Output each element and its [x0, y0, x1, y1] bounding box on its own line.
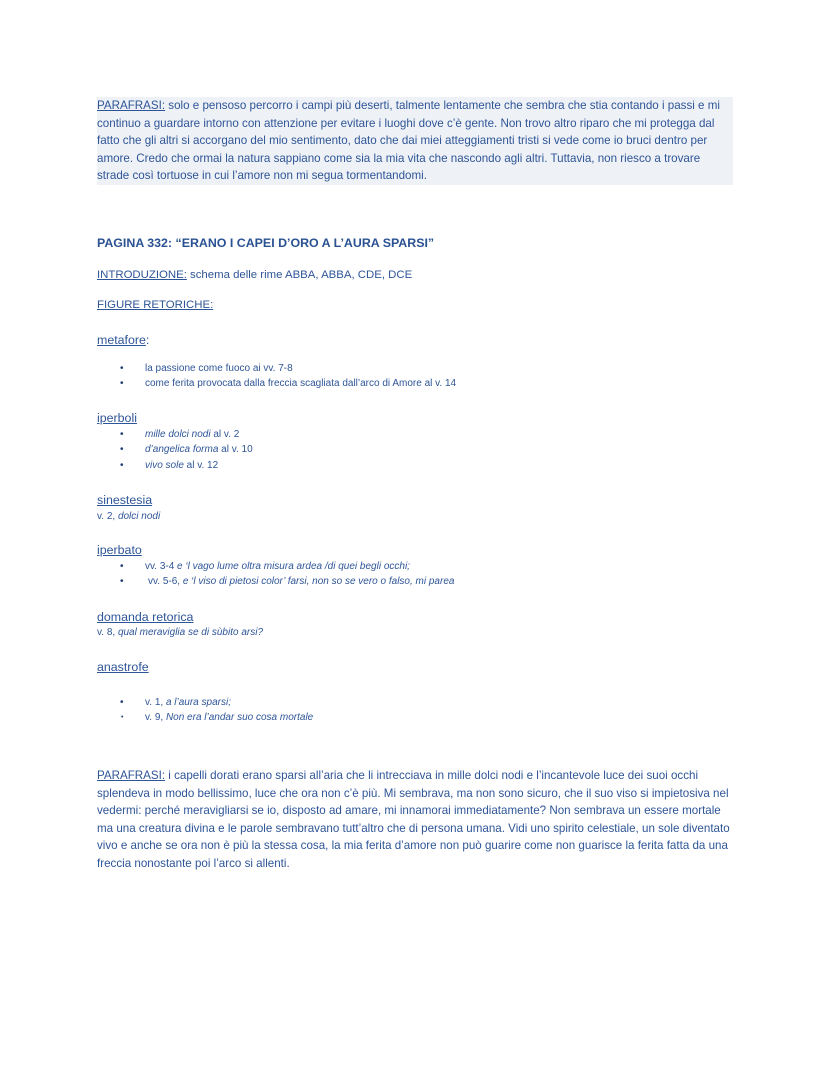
- iperboli-item-1-italic: mille dolci nodi: [145, 429, 211, 440]
- domanda-retorica-heading: domanda retorica: [97, 610, 194, 624]
- anastrofe-item-1-pre: v. 1,: [145, 697, 166, 708]
- bullet-icon: •: [120, 363, 124, 374]
- bullet-icon: •: [120, 444, 124, 456]
- list-item: [120, 458, 253, 473]
- iperbato-item-2-pre: vv. 5-6,: [148, 576, 183, 588]
- sinestesia-italic: dolci nodi: [117, 511, 161, 522]
- iperboli-heading: iperboli: [97, 411, 137, 425]
- bullet-icon: •: [120, 697, 124, 708]
- list-item: [120, 574, 454, 589]
- list-item: [120, 376, 456, 391]
- iperbato-list: [120, 559, 454, 590]
- sinestesia-heading: sinestesia: [97, 493, 153, 507]
- metafore-colon: :: [145, 333, 150, 347]
- bullet-icon: •: [121, 714, 124, 722]
- domanda-pre: v. 8,: [97, 627, 118, 638]
- iperboli-item-3-italic: vivo sole: [145, 459, 184, 471]
- bullet-icon: •: [120, 378, 124, 390]
- iperboli-item-1-rest: al v. 2: [210, 429, 240, 440]
- list-item: [120, 695, 313, 710]
- anastrofe-item-2-italic: Non era l’andar suo cosa mortale: [165, 712, 314, 724]
- metafore-heading-text: metafore: [97, 333, 146, 347]
- list-item: [120, 427, 253, 442]
- anastrofe-heading: anastrofe: [97, 660, 149, 674]
- iperbato-item-2-italic: e ‘l viso di pietosi color’ farsi, non so se vero o falso, mi parea: [182, 576, 455, 588]
- section-title: PAGINA 332: “ERANO I CAPEI D’ORO A L’AURA SPARSI”: [97, 236, 435, 250]
- parafrasi-text-1: solo e pensoso percorro i campi più deserti, talmente lentamente che sembra che stia contando i passi e mi continuo a guardare intorno con attenzione per evitare i luoghi dove c’è gente. Non trovo altro riparo che mi protegga dal fatto che gli altri si accorgano del mio sentimento, dato che dai miei atteggiamenti tristi si vede come io bruci dentro per amore. Credo che ormai la natura sappiano come sia la mia vita che nascondo agli altri. Tuttavia, non riesco a trovare strade così tortuose in cui l’amore non mi segua tormentandomi.: [97, 99, 720, 183]
- bullet-icon: •: [120, 561, 124, 572]
- introduzione-line: [97, 269, 412, 281]
- iperboli-item-2-italic: d’angelica forma: [145, 444, 219, 456]
- parafrasi-paragraph-1: [97, 97, 733, 185]
- metafore-item-1: la passione come fuoco ai vv. 7-8: [145, 363, 293, 374]
- parafrasi-label-2: PARAFRASI:: [97, 769, 166, 782]
- parafrasi-text-2: i capelli dorati erano sparsi all’aria che li intrecciava in mille dolci nodi e l’incantevole luce dei suoi occhi splendeva in modo bellissimo, luce che ora non c’è più. Mi sembrava, ma non sono sicuro, che il suo viso si impietosiva nel vedermi: perché meravigliarsi se io, disposto ad amare, mi innamorai immediatamente? Non sembrava un essere mortale ma una creatura divina e le parole sembravano tutt’altro che di persona umana. Vidi uno spirito celestiale, un sole diventato vivo e anche se ora non è più la stessa cosa, la mia ferita d’amore non può guarire come non guarisce la ferita fatta da una freccia nonostante poi l’arco si allenti.: [97, 769, 730, 870]
- list-item: [120, 442, 253, 457]
- iperbato-item-1-pre: vv. 3-4: [145, 561, 178, 572]
- parafrasi-paragraph-2: [97, 767, 733, 873]
- iperboli-list: [120, 427, 253, 473]
- iperboli-item-3-rest: al v. 12: [183, 459, 219, 471]
- figure-retoriche-heading: FIGURE RETORICHE:: [97, 299, 214, 311]
- metafore-heading: [97, 333, 149, 347]
- parafrasi-label-1: PARAFRASI:: [97, 99, 166, 112]
- metafore-item-2: come ferita provocata dalla freccia scagliata dall’arco di Amore al v. 14: [145, 378, 457, 390]
- anastrofe-item-2-pre: v. 9,: [145, 712, 166, 724]
- sinestesia-line: [97, 511, 160, 522]
- bullet-icon: •: [120, 429, 124, 440]
- anastrofe-item-1-italic: a l’aura sparsi;: [165, 697, 231, 708]
- list-item: [120, 710, 313, 725]
- metafore-list: [120, 361, 456, 392]
- iperbato-item-1-italic: e ‘l vago lume oltra misura ardea /di quei begli occhi;: [177, 561, 410, 572]
- introduzione-label: INTRODUZIONE:: [97, 269, 187, 281]
- anastrofe-list: [120, 695, 313, 726]
- bullet-icon: •: [120, 459, 124, 471]
- domanda-italic: qual meraviglia se di sùbito arsi?: [117, 627, 264, 638]
- domanda-retorica-line: [97, 627, 263, 638]
- sinestesia-pre: v. 2,: [97, 511, 118, 522]
- iperboli-item-2-rest: al v. 10: [218, 444, 253, 456]
- list-item: [120, 361, 456, 376]
- bullet-icon: •: [120, 576, 124, 588]
- iperbato-heading: iperbato: [97, 543, 142, 557]
- list-item: [120, 559, 454, 574]
- introduzione-text: schema delle rime ABBA, ABBA, CDE, DCE: [186, 269, 413, 281]
